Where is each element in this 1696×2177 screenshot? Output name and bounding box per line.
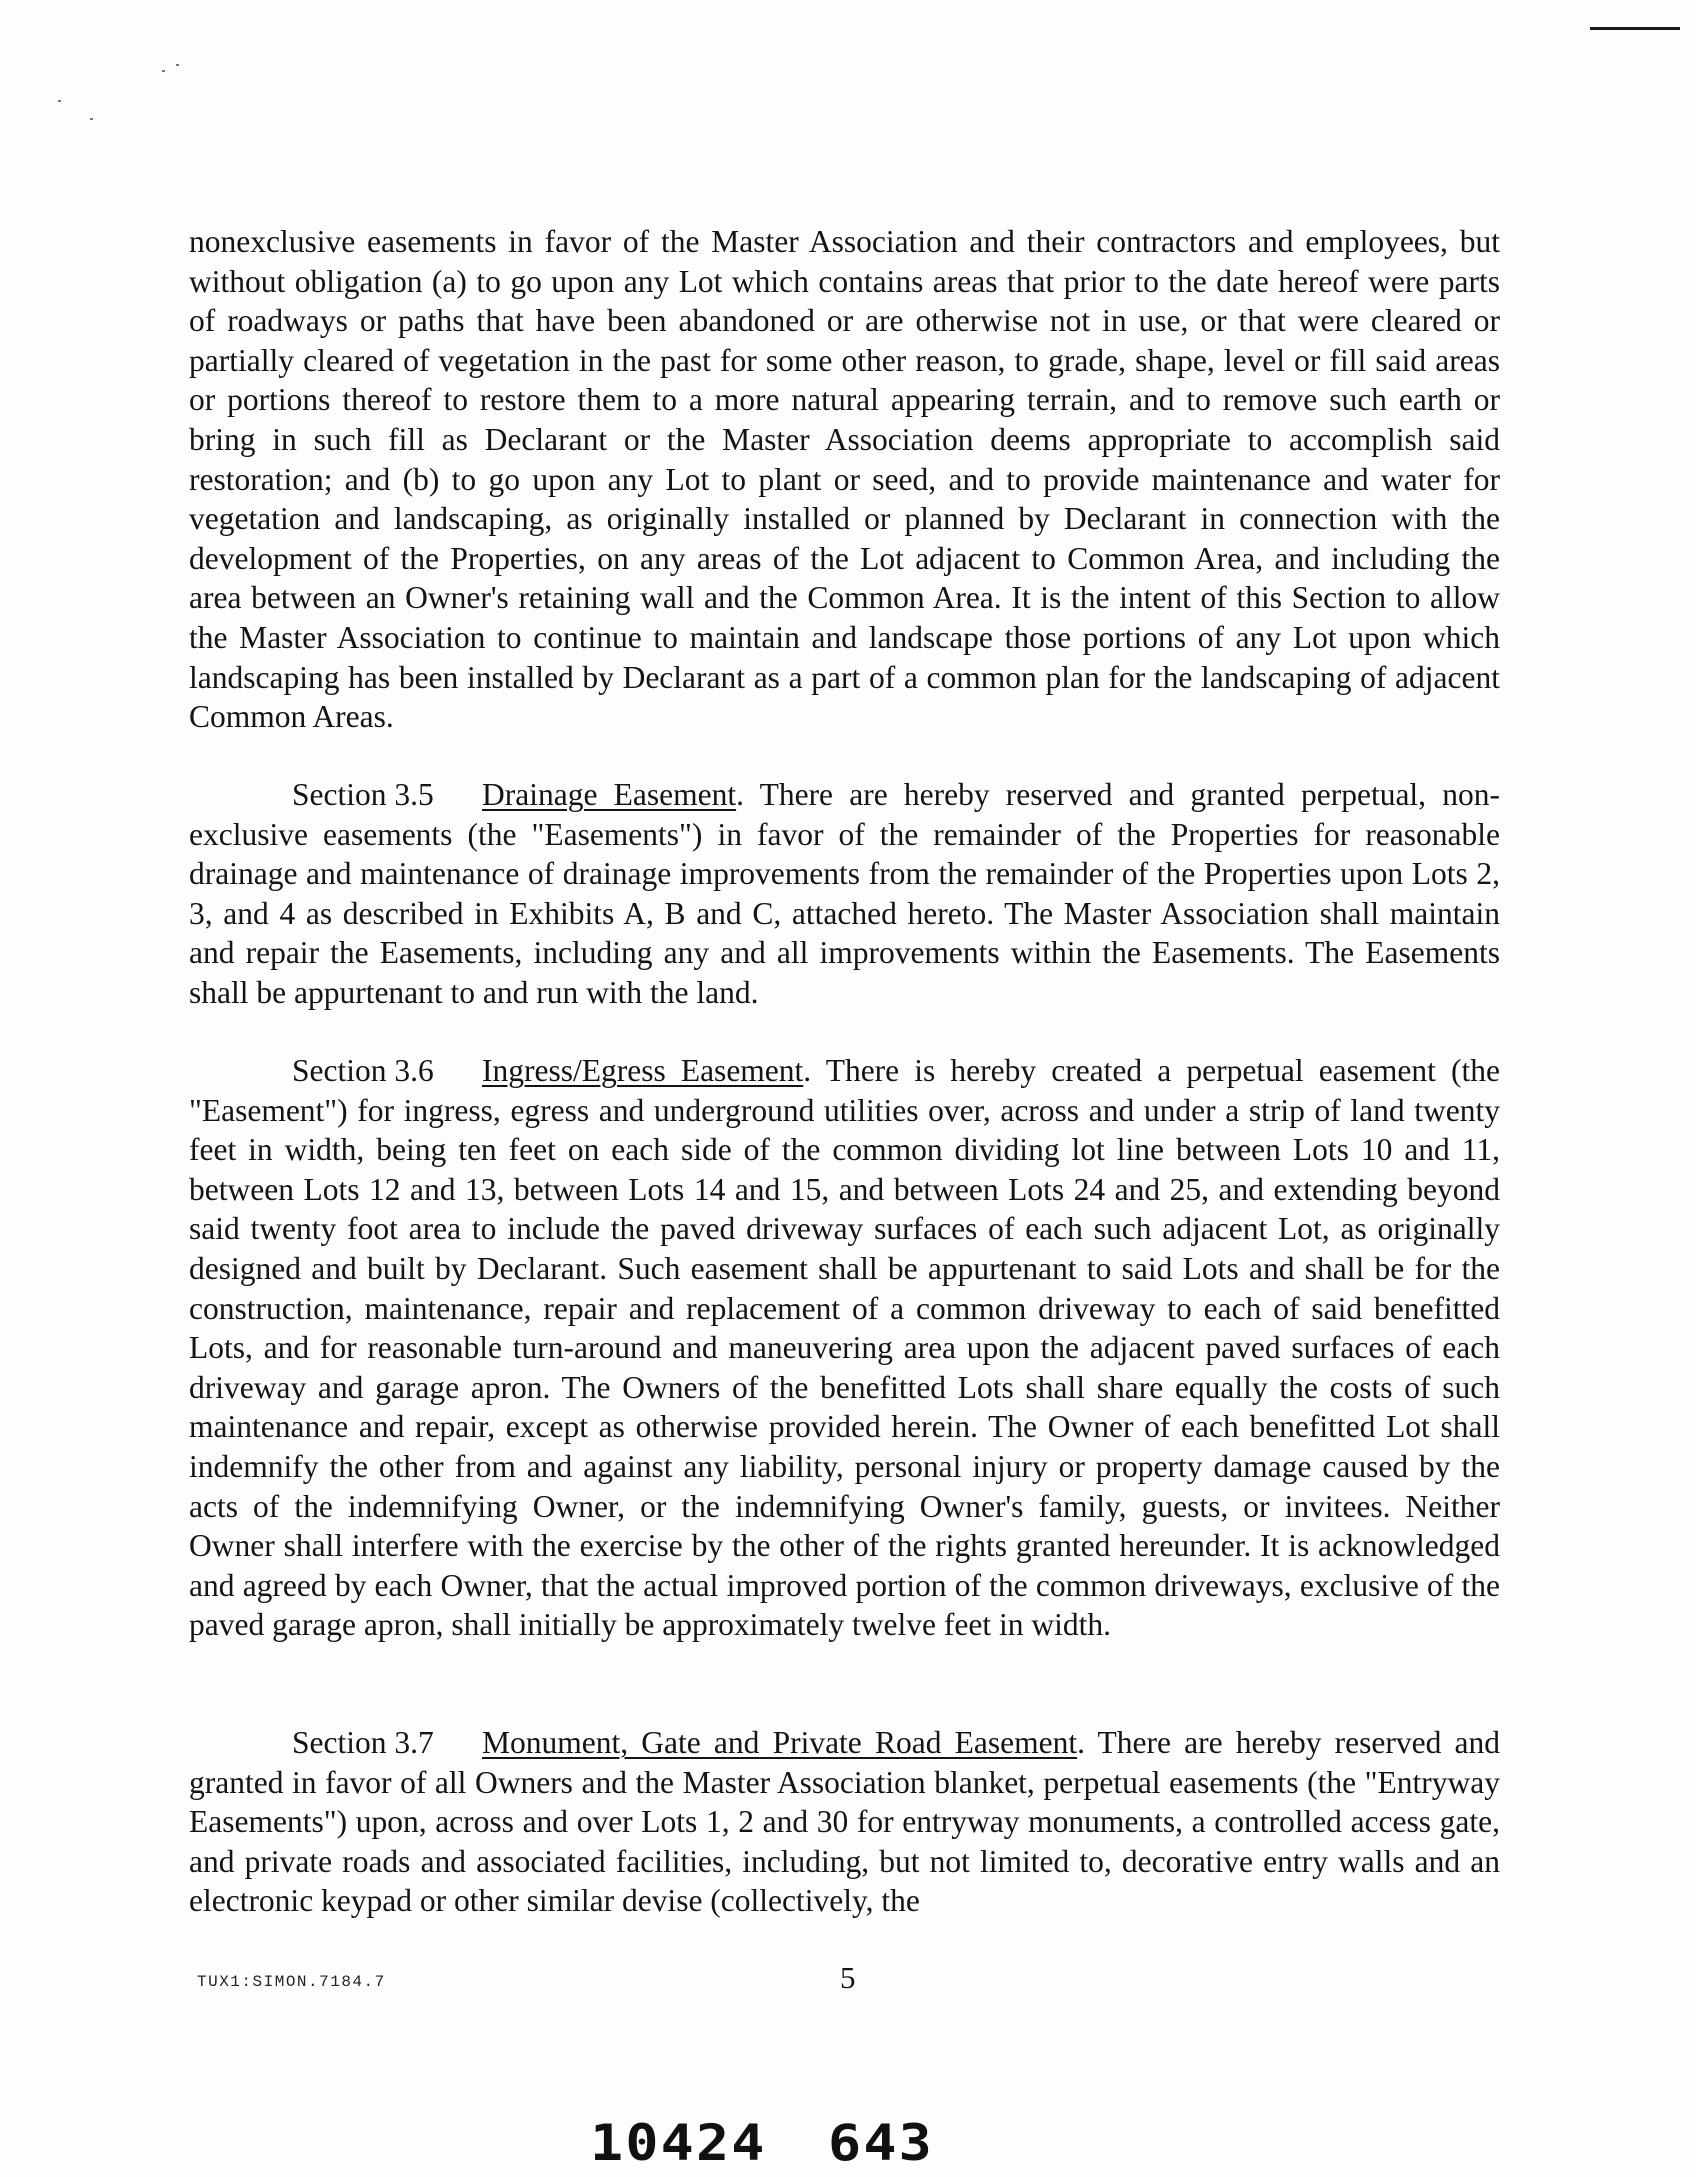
section-number: Section 3.5 xyxy=(292,777,434,812)
recording-stamp-page: 643 xyxy=(828,2114,934,2172)
paragraph-text: nonexclusive easements in favor of the Master Association and their contractors and employees, but without obligation (a) to go upon any Lot which contains areas that prior to the date hereof were parts of roadways or paths that have been abandoned or are otherwise not in use, or that were cleared or partially cleared of vegetation in the past for some other reason, to grade, shape, level or fill said areas or portions thereof to restore them to a more natural appearing terrain, and to remove such earth or bring in such fill as Declarant or the Master Association deems appropriate to accomplish said restoration; and (b) to go upon any Lot to plant or seed, and to provide maintenance and water for vegetation and landscaping, as originally installed or planned by Declarant in connection with the development of the Properties, on any areas of the Lot adjacent to Common Area, and including the area between an Owner's retaining wall and the Common Area. It is the intent of this Section to allow the Master Association to continue to maintain and landscape those portions of any Lot upon which landscaping has been installed by Declarant as a part of a common plan for the landscaping of adjacent Common Areas. xyxy=(189,224,1500,735)
section-3-7 xyxy=(189,1723,1500,1921)
section-3-5 xyxy=(189,775,1500,1013)
section-text: . There is hereby created a perpetual easement (the "Easement") for ingress, egress and underground utilities over, across and under a strip of land twenty feet in width, being ten feet on each side of the common dividing lot line between Lots 10 and 11, between Lots 12 and 13, between Lots 14 and 15, and between Lots 24 and 25, and extending beyond said twenty foot area to include the paved driveway surfaces of each such adjacent Lot, as originally designed and built by Declarant. Such easement shall be appurtenant to said Lots and shall be for the construction, maintenance, repair and replacement of a common driveway to each of said benefitted Lots, and for reasonable turn-around and maneuvering area upon the adjacent paved surfaces of each driveway and garage apron. The Owners of the benefitted Lots shall share equally the costs of such maintenance and repair, except as otherwise provided herein. The Owner of each benefitted Lot shall indemnify the other from and against any liability, personal injury or property damage caused by the acts of the indemnifying Owner, or the indemnifying Owner's family, guests, or invitees. Neither Owner shall interfere with the exercise by the other of the rights granted hereunder. It is acknowledged and agreed by each Owner, that the actual improved portion of the common driveways, exclusive of the paved garage apron, shall initially be approximately twelve feet in width. xyxy=(189,1053,1500,1643)
section-number: Section 3.7 xyxy=(292,1725,434,1760)
scan-speck xyxy=(58,100,61,102)
paragraph-continuation xyxy=(189,222,1500,737)
document-id-footer: TUX1:SIMON.7184.7 xyxy=(197,1973,386,1991)
section-heading: Ingress/Egress Easement xyxy=(482,1053,804,1088)
corner-rule xyxy=(1590,27,1680,30)
scan-speck xyxy=(176,64,179,66)
section-heading: Monument, Gate and Private Road Easement xyxy=(482,1725,1078,1760)
scan-speck xyxy=(162,70,165,72)
section-text: . There are hereby reserved and granted in favor of all Owners and the Master Association blanket, perpetual easements (the "Entryway Easements") upon, across and over Lots 1, 2 and 30 for entryway monuments, a controlled access gate, and private roads and associated facilities, including, but not limited to, decorative entry walls and an electronic keypad or other similar devise (collectively, the xyxy=(189,1725,1500,1919)
section-heading: Drainage Easement xyxy=(482,777,737,812)
section-text: . There are hereby reserved and granted perpetual, non-exclusive easements (the "Easements") in favor of the remainder of the Properties for reasonable drainage and maintenance of drainage improvements from the remainder of the Properties upon Lots 2, 3, and 4 as described in Exhibits A, B and C, attached hereto. The Master Association shall maintain and repair the Easements, including any and all improvements within the Easements. The Easements shall be appurtenant to and run with the land. xyxy=(189,777,1500,1010)
page-number: 5 xyxy=(840,1960,856,1995)
section-3-6 xyxy=(189,1051,1500,1645)
recording-stamp-book: 10424 xyxy=(590,2114,767,2172)
section-number: Section 3.6 xyxy=(292,1053,434,1088)
scan-speck xyxy=(90,118,93,120)
